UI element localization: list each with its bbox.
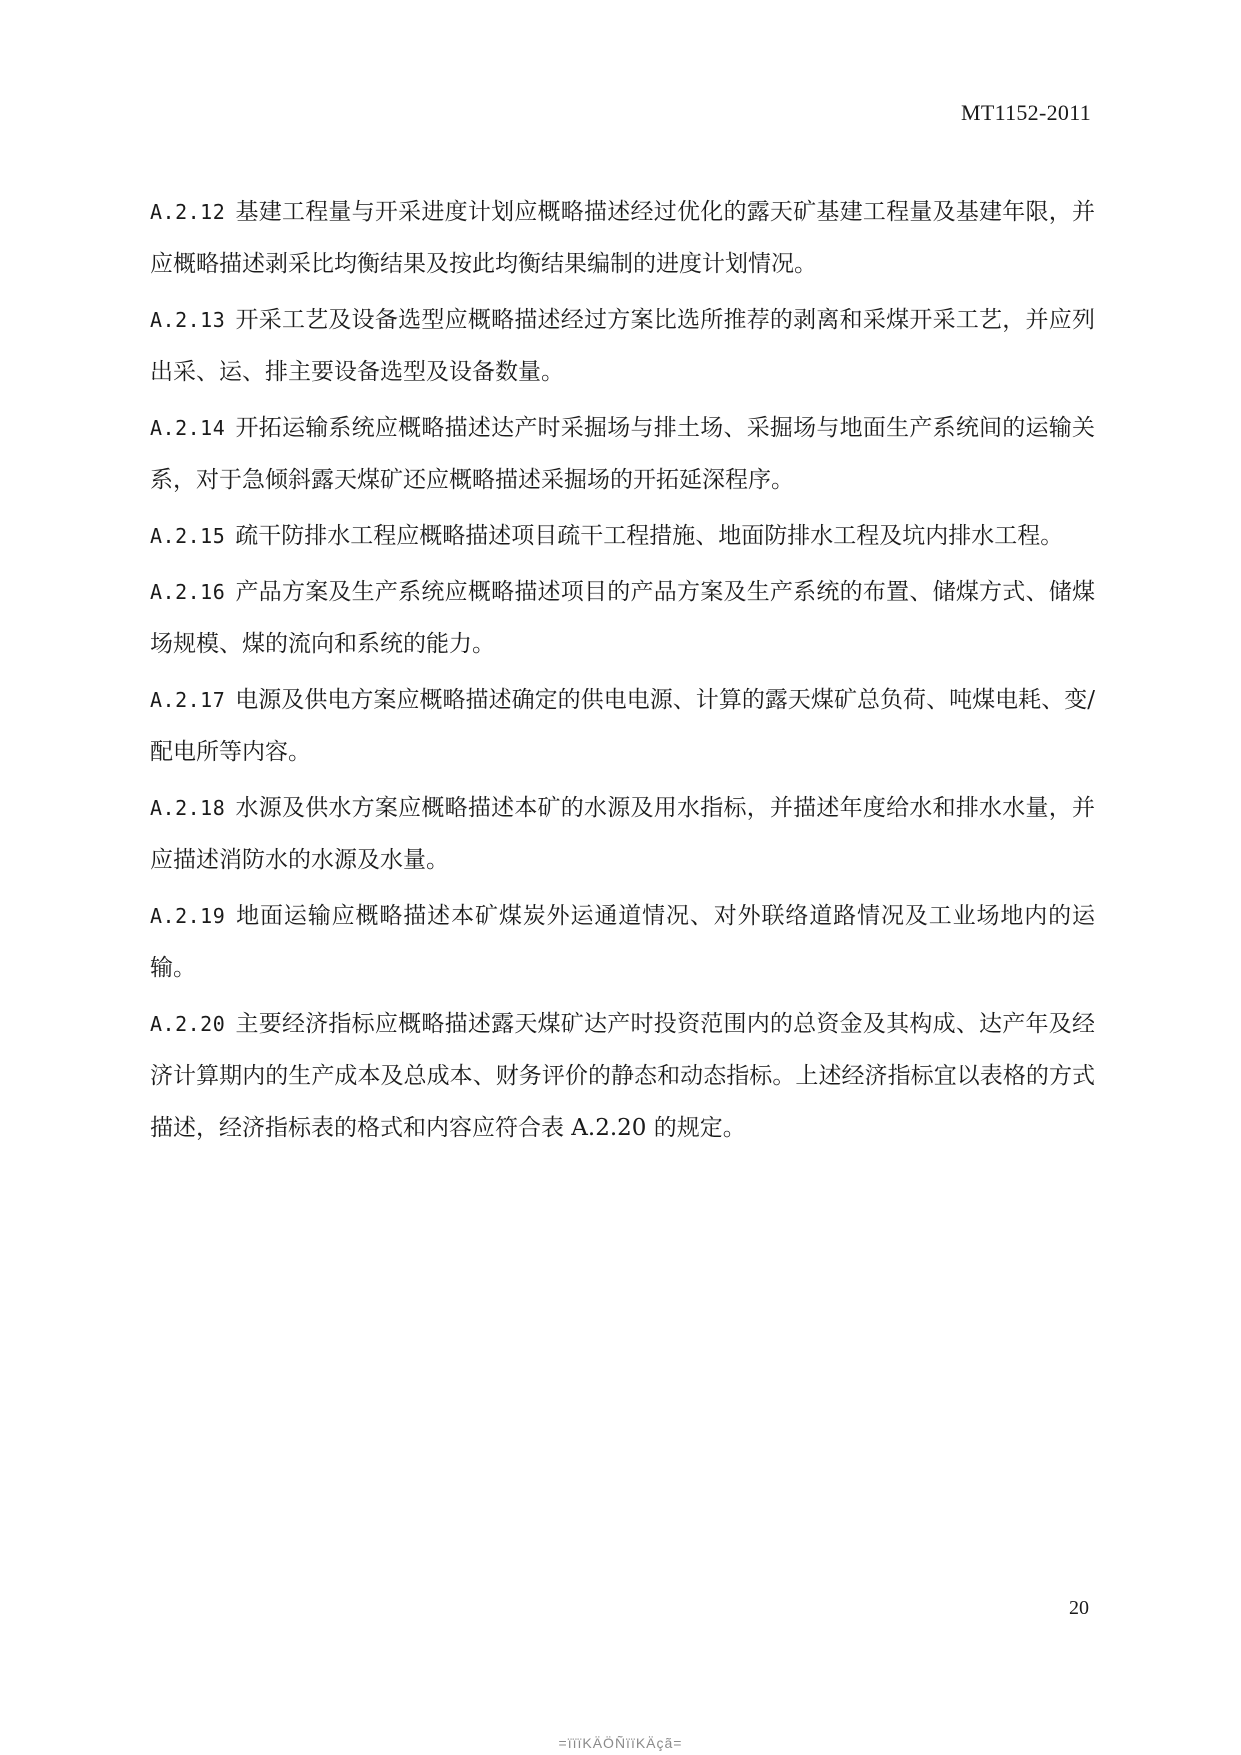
clause-a-2-14	[150, 402, 1095, 506]
clause-a-2-15	[150, 510, 1095, 562]
document-code: MT1152-2011	[961, 100, 1091, 125]
clause-number: A.2.12	[150, 200, 226, 224]
clause-a-2-13	[150, 294, 1095, 398]
clause-a-2-12	[150, 186, 1095, 290]
clause-text: 电源及供电方案应概略描述确定的供电电源、计算的露天煤矿总负荷、吨煤电耗、变/配电所等内容。	[150, 687, 1095, 765]
document-body	[150, 186, 1095, 1158]
clause-text: 地面运输应概略描述本矿煤炭外运通道情况、对外联络道路情况及工业场地内的运输。	[150, 903, 1095, 981]
clause-a-2-18	[150, 782, 1095, 886]
clause-number: A.2.15	[150, 524, 226, 548]
clause-a-2-19	[150, 890, 1095, 994]
clause-a-2-17	[150, 674, 1095, 778]
clause-number: A.2.19	[150, 904, 226, 928]
clause-number: A.2.16	[150, 580, 226, 604]
clause-text: 开拓运输系统应概略描述达产时采掘场与排土场、采掘场与地面生产系统间的运输关系，对于急倾斜露天煤矿还应概略描述采掘场的开拓延深程序。	[150, 415, 1095, 493]
clause-text: 疏干防排水工程应概略描述项目疏干工程措施、地面防排水工程及坑内排水工程。	[235, 523, 1064, 549]
clause-number: A.2.14	[150, 416, 226, 440]
clause-number: A.2.18	[150, 796, 226, 820]
clause-text: 主要经济指标应概略描述露天煤矿达产时投资范围内的总资金及其构成、达产年及经济计算期内的生产成本及总成本、财务评价的静态和动态指标。上述经济指标宜以表格的方式描述，经济指标表的格式和内容应符合表 A.2.20 的规定。	[150, 1011, 1095, 1141]
page-number: 20	[1069, 1597, 1089, 1619]
clause-text: 水源及供水方案应概略描述本矿的水源及用水指标，并描述年度给水和排水水量，并应描述消防水的水源及水量。	[150, 795, 1095, 873]
footer-watermark: =ïïïKÄÖÑïïKÄçã=	[558, 1735, 683, 1751]
clause-number: A.2.17	[150, 688, 226, 712]
clause-number: A.2.20	[150, 1012, 226, 1036]
clause-text: 开采工艺及设备选型应概略描述经过方案比选所推荐的剥离和采煤开采工艺，并应列出采、运、排主要设备选型及设备数量。	[150, 307, 1095, 385]
clause-a-2-16	[150, 566, 1095, 670]
clause-number: A.2.13	[150, 308, 226, 332]
clause-text: 产品方案及生产系统应概略描述项目的产品方案及生产系统的布置、储煤方式、储煤场规模、煤的流向和系统的能力。	[150, 579, 1095, 657]
clause-text: 基建工程量与开采进度计划应概略描述经过优化的露天矿基建工程量及基建年限，并应概略描述剥采比均衡结果及按此均衡结果编制的进度计划情况。	[150, 199, 1095, 277]
clause-a-2-20	[150, 998, 1095, 1154]
